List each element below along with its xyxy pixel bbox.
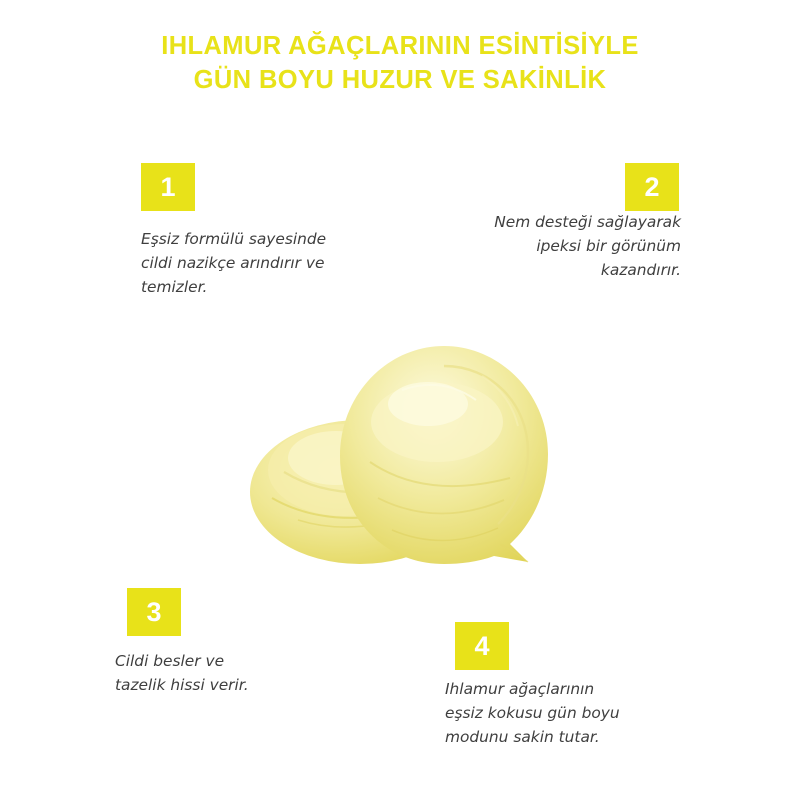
page-title-line-1: IHLAMUR AĞAÇLARININ ESİNTİSİYLE	[161, 32, 639, 60]
gel-swatch-svg	[232, 330, 582, 580]
benefit-text-1-line-3: temizler.	[141, 277, 208, 296]
benefit-text-1-line-1: Eşsiz formülü sayesinde	[141, 230, 327, 248]
benefit-text-2-line-1: Nem desteği sağlayarak	[494, 213, 681, 231]
benefit-badge-4: 4	[455, 622, 509, 670]
benefit-badge-3: 3	[127, 588, 181, 636]
benefit-text-3-line-1: Cildi besler ve	[115, 652, 225, 670]
benefit-text-2-line-2: ipeksi bir görünüm	[536, 236, 681, 255]
benefit-text-4-line-3: modunu sakin tutar.	[445, 727, 600, 746]
benefit-text-3-line-2: tazelik hissi verir.	[115, 675, 249, 694]
benefit-text-1	[141, 228, 326, 300]
gel-illustration	[232, 330, 582, 580]
benefit-text-1-line-2: cildi nazikçe arındırır ve	[141, 253, 325, 272]
benefit-text-4-line-1: Ihlamur ağaçlarının	[445, 680, 595, 698]
page-title	[0, 30, 800, 97]
benefit-text-2-line-3: kazandırır.	[600, 260, 681, 279]
page-title-line-2: GÜN BOYU HUZUR VE SAKİNLİK	[193, 65, 607, 94]
benefit-text-3	[115, 650, 249, 698]
benefit-text-4-line-2: eşsiz kokusu gün boyu	[445, 703, 620, 722]
benefit-text-4	[445, 678, 620, 750]
benefit-badge-1: 1	[141, 163, 195, 211]
gel-blob-teardrop	[340, 346, 548, 564]
benefit-badge-2: 2	[625, 163, 679, 211]
benefit-text-2	[466, 211, 681, 283]
